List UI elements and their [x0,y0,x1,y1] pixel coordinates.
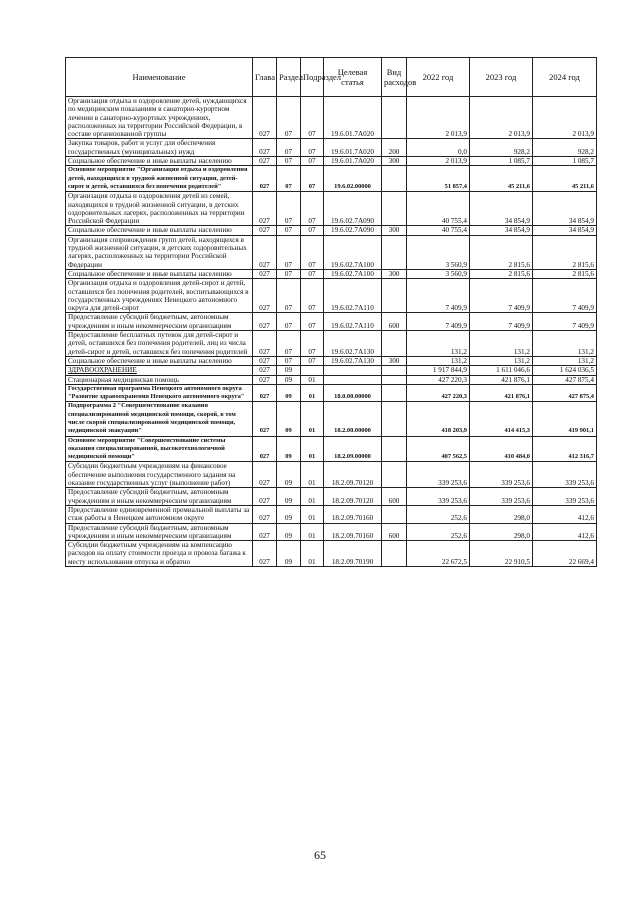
row-2022: 22 672,5 [407,541,470,567]
table-row [66,139,597,157]
row-chapter: 027 [253,97,277,139]
row-section: 09 [277,384,301,402]
row-2022: 252,6 [407,523,470,541]
row-subsection: 07 [301,356,324,365]
row-2023: 34 854,9 [470,192,533,226]
row-target: 19.6.02.7А090 [324,192,382,226]
row-target: 18.2.09.70120 [324,488,382,506]
row-type [382,375,407,384]
row-subsection: 01 [301,402,324,436]
table-row [66,166,597,192]
row-target: 18.2.09.70160 [324,523,382,541]
table-row [66,356,597,365]
row-name: Стационарная медицинская помощь [66,375,253,384]
row-chapter: 027 [253,384,277,402]
table-row [66,402,597,436]
header-type: Вид расходов [382,58,407,97]
row-2022: 2 013,9 [407,97,470,139]
header-chapter: Глава [253,58,277,97]
row-target: 19.6.01.7А020 [324,97,382,139]
header-2023: 2023 год [470,58,533,97]
row-name: Субсидии бюджетным учреждениям на финансовое обеспечение выполнения государственного задания на оказание государственных услуг (выполнение работ) [66,462,253,488]
row-2023: 2 815,6 [470,269,533,278]
row-type [382,235,407,269]
row-chapter: 027 [253,157,277,166]
row-2023: 7 409,9 [470,279,533,313]
row-type: 300 [382,356,407,365]
row-target: 18.2.09.70160 [324,505,382,523]
row-chapter: 027 [253,436,277,462]
row-2022: 3 560,9 [407,235,470,269]
row-2022: 2 013,9 [407,157,470,166]
row-type [382,279,407,313]
table-row [66,541,597,567]
row-section: 07 [277,279,301,313]
budget-table-container [65,57,596,567]
row-2023: 414 415,3 [470,402,533,436]
row-2022: 131,2 [407,331,470,357]
budget-table [65,57,597,567]
row-chapter: 027 [253,269,277,278]
row-type [382,541,407,567]
table-row [66,226,597,235]
row-subsection: 07 [301,269,324,278]
row-type [382,462,407,488]
row-2024: 7 409,9 [533,279,597,313]
row-2022: 427 220,3 [407,375,470,384]
row-subsection: 01 [301,375,324,384]
row-name: Предоставление единовременной премиальной выплаты за стаж работы в Ненецком автономном округе [66,505,253,523]
row-subsection: 07 [301,192,324,226]
row-type [382,436,407,462]
row-2024: 2 815,6 [533,235,597,269]
row-section: 07 [277,166,301,192]
row-subsection: 07 [301,157,324,166]
row-section: 07 [277,313,301,331]
row-2023: 131,2 [470,356,533,365]
row-2022: 1 917 844,9 [407,366,470,375]
row-name: Предоставление субсидий бюджетным, автономным учреждениям и иным некоммерческим организациям [66,313,253,331]
row-2022: 131,2 [407,356,470,365]
row-type [382,166,407,192]
row-subsection: 01 [301,523,324,541]
row-subsection: 07 [301,139,324,157]
row-target: 18.2.09.70190 [324,541,382,567]
row-2022: 0,0 [407,139,470,157]
row-type: 200 [382,139,407,157]
row-2024: 1 085,7 [533,157,597,166]
row-section: 09 [277,375,301,384]
row-name: Социальное обеспечение и иные выплаты населению [66,226,253,235]
row-type: 300 [382,226,407,235]
row-2023: 2 013,9 [470,97,533,139]
table-row [66,157,597,166]
row-type [382,402,407,436]
row-subsection: 01 [301,505,324,523]
row-type [382,97,407,139]
row-target: 18.2.00.00000 [324,402,382,436]
row-2024: 131,2 [533,356,597,365]
row-chapter: 027 [253,541,277,567]
row-subsection: 07 [301,331,324,357]
row-subsection: 01 [301,541,324,567]
row-type: 600 [382,488,407,506]
table-row [66,505,597,523]
row-name: Предоставление субсидий бюджетным, автономным учреждениям и иным некоммерческим организациям [66,523,253,541]
row-subsection: 07 [301,226,324,235]
table-row [66,462,597,488]
row-2023: 34 854,9 [470,226,533,235]
row-2022: 407 562,5 [407,436,470,462]
row-chapter: 027 [253,331,277,357]
row-target: 19.6.02.7А110 [324,313,382,331]
table-row [66,375,597,384]
row-target: 19.6.02.00000 [324,166,382,192]
row-2023: 1 085,7 [470,157,533,166]
row-2023: 339 253,6 [470,462,533,488]
row-subsection: 01 [301,384,324,402]
row-subsection: 07 [301,166,324,192]
row-subsection [301,366,324,375]
row-2022: 40 755,4 [407,226,470,235]
row-type: 600 [382,523,407,541]
row-2024: 419 901,1 [533,402,597,436]
row-2024: 45 211,6 [533,166,597,192]
row-section: 07 [277,235,301,269]
table-row [66,235,597,269]
row-section: 07 [277,139,301,157]
row-type: 300 [382,157,407,166]
row-2023: 421 876,1 [470,375,533,384]
row-subsection: 07 [301,279,324,313]
row-2024: 34 854,9 [533,192,597,226]
header-section: Раздел [277,58,301,97]
row-subsection: 07 [301,235,324,269]
row-section: 07 [277,356,301,365]
row-2022: 418 203,9 [407,402,470,436]
row-type: 300 [382,269,407,278]
row-2022: 51 857,4 [407,166,470,192]
row-2022: 252,6 [407,505,470,523]
row-chapter: 027 [253,462,277,488]
table-row [66,279,597,313]
row-type [382,331,407,357]
row-type [382,384,407,402]
row-subsection: 07 [301,313,324,331]
row-2023: 1 611 046,6 [470,366,533,375]
row-chapter: 027 [253,523,277,541]
row-target: 19.6.02.7А090 [324,226,382,235]
row-2022: 339 253,6 [407,462,470,488]
row-section: 07 [277,269,301,278]
row-subsection: 01 [301,488,324,506]
row-name: Социальное обеспечение и иные выплаты населению [66,269,253,278]
row-type [382,366,407,375]
row-type [382,192,407,226]
row-name: Предоставление субсидий бюджетным, автономным учреждениям и иным некоммерческим организациям [66,488,253,506]
header-2022: 2022 год [407,58,470,97]
row-name: Закупка товаров, работ и услуг для обеспечения государственных (муниципальных) нужд [66,139,253,157]
row-2023: 7 409,9 [470,313,533,331]
row-target [324,375,382,384]
row-target: 19.6.02.7А130 [324,356,382,365]
row-name: Организация отдыха и оздоровления детей-сирот и детей, оставшихся без попечения родителей, воспитывающихся в государственных учреждениях Ненецкого автономного округа для детей-сирот [66,279,253,313]
row-2022: 40 755,4 [407,192,470,226]
row-2022: 3 560,9 [407,269,470,278]
row-2023: 131,2 [470,331,533,357]
row-2022: 427 220,3 [407,384,470,402]
row-chapter: 027 [253,356,277,365]
row-section: 09 [277,541,301,567]
row-2024: 131,2 [533,331,597,357]
row-2024: 1 624 036,5 [533,366,597,375]
row-section: 09 [277,462,301,488]
row-2022: 7 409,9 [407,279,470,313]
row-section: 07 [277,157,301,166]
row-name: ЗДРАВООХРАНЕНИЕ [66,366,253,375]
row-target: 19.6.01.7А020 [324,139,382,157]
row-name: Основное мероприятие "Организация отдыха и оздоровления детей, находящихся в трудной жизненной ситуации, детей-сирот и детей, оставшихся без попечения родителей" [66,166,253,192]
row-chapter: 027 [253,313,277,331]
row-section: 09 [277,523,301,541]
row-2023: 298,0 [470,523,533,541]
table-row [66,384,597,402]
header-2024: 2024 год [533,58,597,97]
row-section: 07 [277,331,301,357]
row-subsection: 07 [301,97,324,139]
table-row [66,436,597,462]
row-2024: 412 316,7 [533,436,597,462]
row-target: 18.2.09.00000 [324,436,382,462]
row-name: Государственная программа Ненецкого автономного округа "Развитие здравоохранения Ненецкого автономного округа" [66,384,253,402]
row-chapter: 027 [253,488,277,506]
row-chapter: 027 [253,166,277,192]
row-target: 18.0.00.00000 [324,384,382,402]
row-target: 19.6.02.7А100 [324,269,382,278]
row-name: Организация отдыха и оздоровление детей, нуждающихся по медицинским показаниям в санаторно-курортном лечении в санаторно-курортных учреждениях, расположенных на территории Российской Федерации, в составе организованной группы [66,97,253,139]
row-2023: 298,0 [470,505,533,523]
table-row [66,97,597,139]
row-2024: 34 854,9 [533,226,597,235]
row-section: 09 [277,488,301,506]
row-2024: 928,2 [533,139,597,157]
row-section: 09 [277,436,301,462]
row-2024: 7 409,9 [533,313,597,331]
row-name: Предоставление бесплатных путевок для детей-сирот и детей, оставшихся без попечения родителей, лиц из числа детей-сирот и детей, оставшихся без попечения родителей [66,331,253,357]
row-chapter: 027 [253,366,277,375]
row-section: 09 [277,402,301,436]
row-2024: 22 669,4 [533,541,597,567]
page-number: 65 [314,848,326,862]
row-2023: 421 876,1 [470,384,533,402]
row-2024: 427 875,4 [533,375,597,384]
row-chapter: 027 [253,226,277,235]
row-section: 07 [277,192,301,226]
row-chapter: 027 [253,139,277,157]
row-target: 19.6.02.7А100 [324,235,382,269]
row-2024: 2 815,6 [533,269,597,278]
row-section: 09 [277,505,301,523]
row-target: 19.6.01.7А020 [324,157,382,166]
row-subsection: 01 [301,436,324,462]
row-target [324,366,382,375]
row-type [382,505,407,523]
row-chapter: 027 [253,235,277,269]
table-row [66,523,597,541]
row-name: Организация сопровождения групп детей, находящихся в трудной жизненной ситуации, в детских оздоровительных лагерях, расположенных на территории Российской Федерации [66,235,253,269]
row-section: 07 [277,97,301,139]
row-name: Подпрограмма 2 "Совершенствование оказания специализированной медицинской помощи, скорой, в том числе скорой специализированной медицинской помощи, медицинской эвакуации" [66,402,253,436]
row-2023: 2 815,6 [470,235,533,269]
row-chapter: 027 [253,505,277,523]
row-section: 07 [277,226,301,235]
row-section: 09 [277,366,301,375]
row-2023: 22 910,5 [470,541,533,567]
row-type: 600 [382,313,407,331]
table-row [66,366,597,375]
table-row [66,269,597,278]
row-name: Основное мероприятие "Совершенствование системы оказания специализированной, высокотехнологичной медицинской помощи" [66,436,253,462]
row-target: 18.2.09.70120 [324,462,382,488]
table-row [66,488,597,506]
table-row [66,331,597,357]
row-name: Социальное обеспечение и иные выплаты населению [66,157,253,166]
row-2024: 339 253,6 [533,488,597,506]
row-name: Социальное обеспечение и иные выплаты населению [66,356,253,365]
row-2024: 412,6 [533,523,597,541]
row-target: 19.6.02.7А130 [324,331,382,357]
row-2023: 45 211,6 [470,166,533,192]
row-chapter: 027 [253,402,277,436]
row-2022: 339 253,6 [407,488,470,506]
row-2024: 339 253,6 [533,462,597,488]
row-subsection: 01 [301,462,324,488]
row-2023: 410 484,0 [470,436,533,462]
row-target: 19.6.02.7А110 [324,279,382,313]
row-2024: 2 013,9 [533,97,597,139]
row-2023: 928,2 [470,139,533,157]
row-chapter: 027 [253,192,277,226]
row-chapter: 027 [253,375,277,384]
row-2024: 412,6 [533,505,597,523]
row-2022: 7 409,9 [407,313,470,331]
header-subsection: Подраздел [301,58,324,97]
header-name: Наименование [66,58,253,97]
table-header-row [66,58,597,97]
row-name: Организация отдыха и оздоровления детей из семей, находящихся в трудной жизненной ситуации, в детских оздоровительных лагерях, расположенных на территории Российской Федерации [66,192,253,226]
row-2023: 339 253,6 [470,488,533,506]
row-chapter: 027 [253,279,277,313]
table-row [66,313,597,331]
table-row [66,192,597,226]
header-target: Целевая статья [324,58,382,97]
row-2024: 427 875,4 [533,384,597,402]
row-name: Субсидии бюджетным учреждениям на компенсацию расходов на оплату стоимости проезда и провоза багажа к месту использования отпуска и обратно [66,541,253,567]
